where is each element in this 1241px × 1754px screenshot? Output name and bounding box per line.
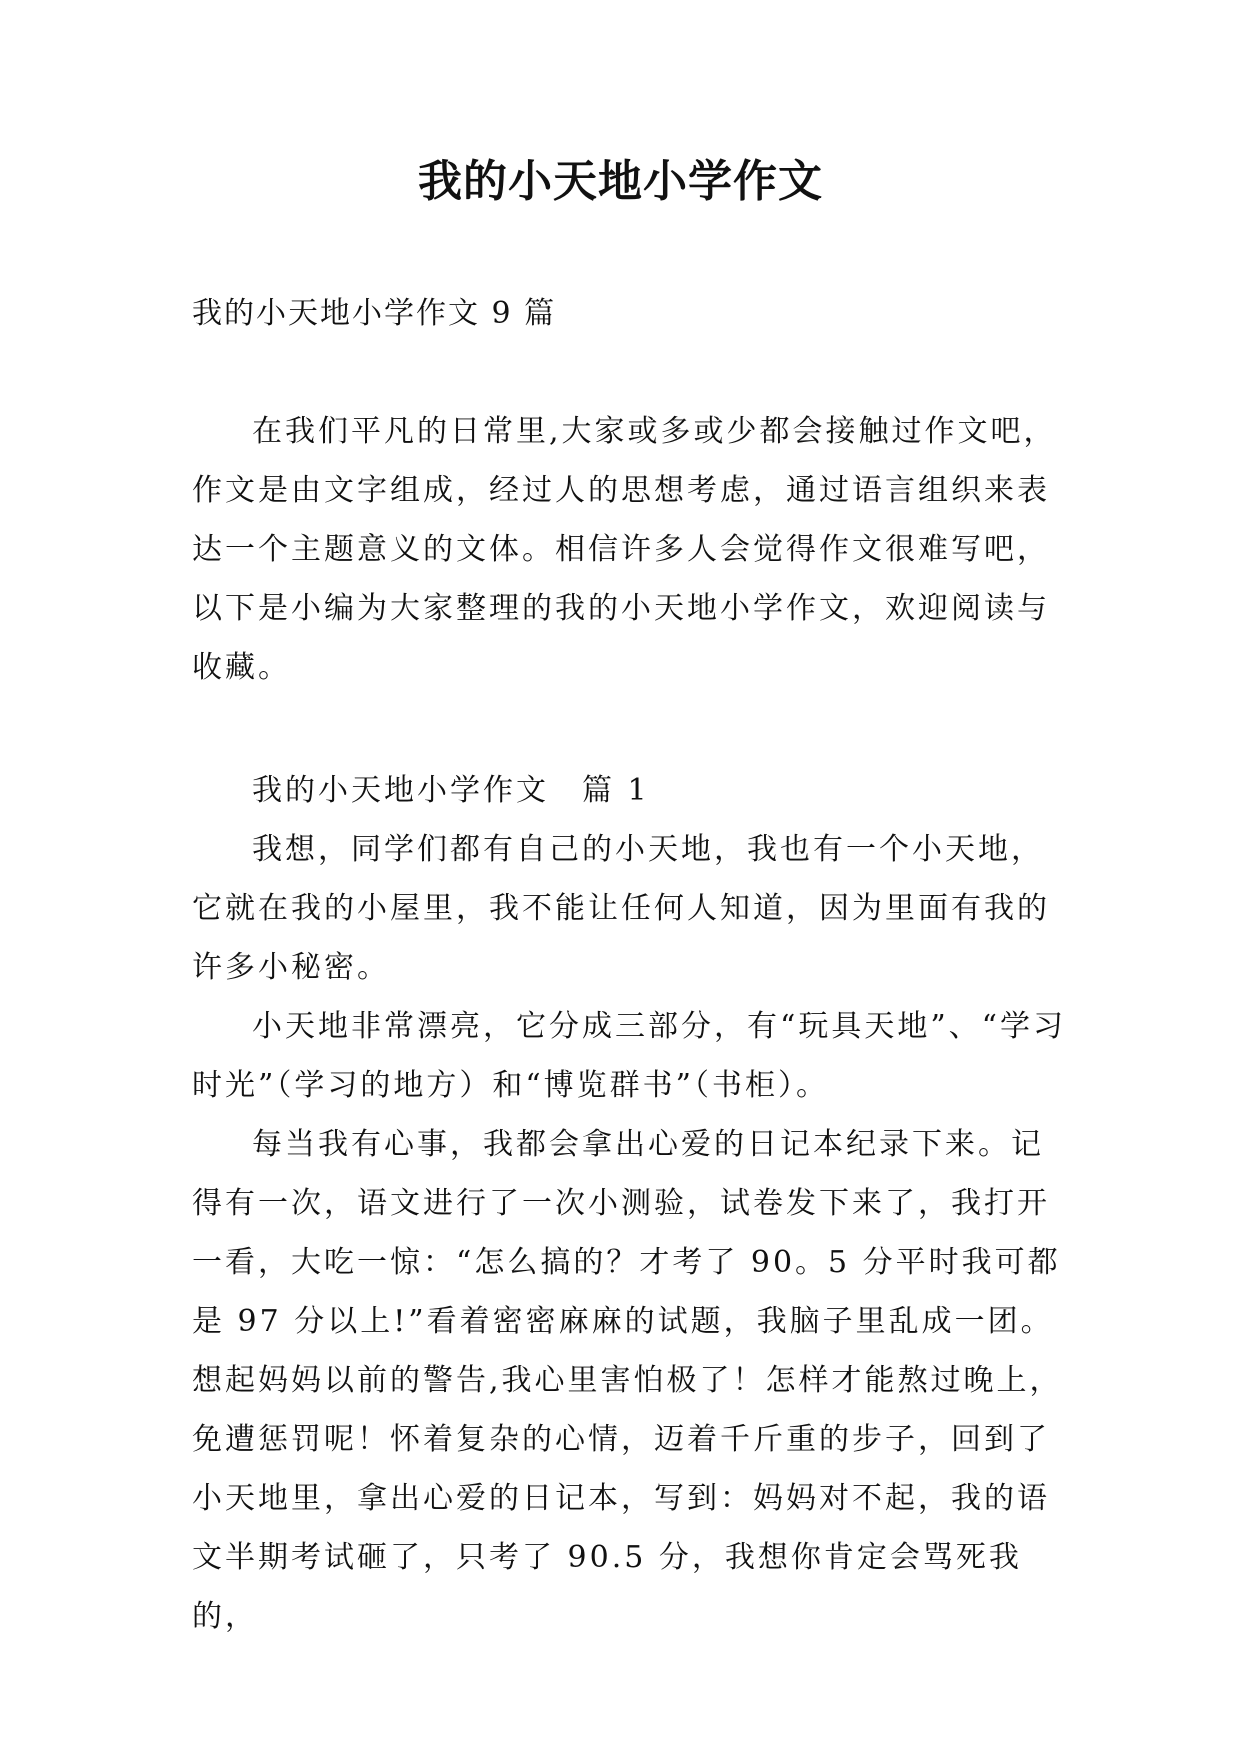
body-paragraph: 每当我有心事，我都会拿出心爱的日记本纪录下来。记得有一次，语文进行了一次小测验，试卷发下来了，我打开一看，大吃一惊：“怎么搞的？才考了 90。5 分平时我可都是 97 分以上!”看着密密麻麻的试题，我脑子里乱成一团。想起妈妈以前的警告,我心里害怕极了！怎样才能熬过晚上，免遭惩罚呢！怀着复杂的心情，迈着千斤重的步子，回到了小天地里，拿出心爱的日记本，写到：妈妈对不起，我的语文半期考试砸了，只考了 90.5 分，我想你肯定会骂死我的， bbox=[192, 1127, 1063, 1634]
body-paragraph: 小天地非常漂亮，它分成三部分，有“玩具天地”、“学习时光”（学习的地方）和“博览群书”（书柜）。 bbox=[192, 1009, 1067, 1103]
body-paragraph: 我想，同学们都有自己的小天地，我也有一个小天地，它就在我的小屋里，我不能让任何人知道，因为里面有我的许多小秘密。 bbox=[192, 832, 1050, 985]
section-heading: 我的小天地小学作文 篇 1 bbox=[252, 773, 650, 808]
document-subtitle: 我的小天地小学作文 9 篇 bbox=[192, 296, 557, 331]
document-body bbox=[192, 402, 1072, 1646]
document-title: 我的小天地小学作文 bbox=[418, 156, 823, 207]
intro-paragraph: 在我们平凡的日常里,大家或多或少都会接触过作文吧，作文是由文字组成，经过人的思想考虑，通过语言组织来表达一个主题意义的文体。相信许多人会觉得作文很难写吧，以下是小编为大家整理的我的小天地小学作文，欢迎阅读与收藏。 bbox=[192, 414, 1057, 685]
section-gap bbox=[192, 697, 1072, 761]
